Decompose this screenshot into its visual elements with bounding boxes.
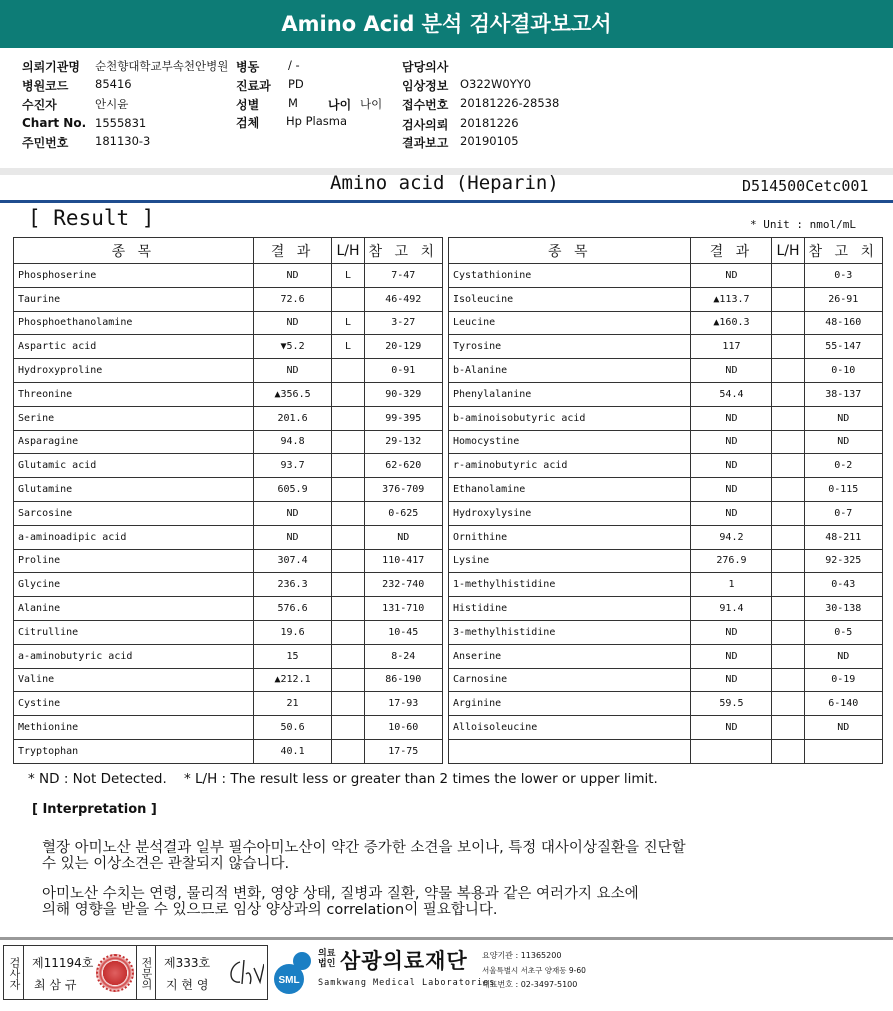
lh-flag xyxy=(772,668,804,692)
reference-range: 62-620 xyxy=(364,454,443,478)
amino-acid-name: Homocystine xyxy=(449,430,691,454)
specimen-label: 검체 xyxy=(236,116,260,130)
reference-range: 7-47 xyxy=(364,264,443,288)
reference-range: ND xyxy=(804,644,883,668)
amino-acid-name: b-Alanine xyxy=(449,359,691,383)
result-value: 40.1 xyxy=(253,739,332,763)
reference-range: 0-5 xyxy=(804,620,883,644)
table-row xyxy=(14,692,443,716)
reference-range: 29-132 xyxy=(364,430,443,454)
reference-range: 0-10 xyxy=(804,359,883,383)
signature-box xyxy=(3,945,268,1000)
sex-value: M xyxy=(288,96,298,110)
institution-label: 의뢰기관명 xyxy=(22,60,80,74)
reference-range: 30-138 xyxy=(804,597,883,621)
reference-range: 48-211 xyxy=(804,525,883,549)
reference-range: 92-325 xyxy=(804,549,883,573)
interpretation-line: 아미노산 수치는 연령, 물리적 변화, 영양 상태, 질병과 질환, 약물 복용과 같은 여러가지 요소에 xyxy=(42,886,639,902)
handwritten-signature xyxy=(226,956,264,990)
result-value: 117 xyxy=(691,335,772,359)
result-value: 21 xyxy=(253,692,332,716)
ward-value: / - xyxy=(288,58,300,72)
reference-range: 20-129 xyxy=(364,335,443,359)
table-row xyxy=(14,620,443,644)
lh-flag xyxy=(772,287,804,311)
amino-acid-name: Hydroxyproline xyxy=(14,359,254,383)
lh-flag xyxy=(332,692,364,716)
header-result: 결 과 xyxy=(253,238,332,264)
interpretation-paragraph-2 xyxy=(42,886,822,918)
lh-flag xyxy=(772,716,804,740)
reference-range: ND xyxy=(804,716,883,740)
organization-block xyxy=(272,945,602,1000)
assay-code: D514500Cetc001 xyxy=(742,177,869,195)
reference-range: 0-2 xyxy=(804,454,883,478)
result-value: 94.8 xyxy=(253,430,332,454)
lh-flag: L xyxy=(332,335,364,359)
amino-acid-name: Carnosine xyxy=(449,668,691,692)
amino-acid-name: Tryptophan xyxy=(14,739,254,763)
amino-acid-name: Ethanolamine xyxy=(449,478,691,502)
patient-info xyxy=(0,48,893,172)
reference-range: 0-91 xyxy=(364,359,443,383)
amino-acid-name: Citrulline xyxy=(14,620,254,644)
header-lh: L/H xyxy=(772,238,804,264)
org-type: 의료법인 xyxy=(318,949,336,969)
footer-rule xyxy=(0,937,893,940)
table-row xyxy=(449,501,883,525)
chart-value: 1555831 xyxy=(95,116,147,130)
amino-acid-name: Methionine xyxy=(14,716,254,740)
amino-acid-name: Valine xyxy=(14,668,254,692)
table-row xyxy=(14,335,443,359)
reference-range: ND xyxy=(804,430,883,454)
logo-text: SML xyxy=(278,975,300,986)
report-value: 20190105 xyxy=(460,134,519,148)
lh-flag xyxy=(332,597,364,621)
amino-acid-name: Aspartic acid xyxy=(14,335,254,359)
examiner-name: 최 삼 규 xyxy=(34,978,77,992)
table-row xyxy=(14,739,443,763)
amino-acid-name: Leucine xyxy=(449,311,691,335)
reference-range: ND xyxy=(364,525,443,549)
amino-acid-name: Proline xyxy=(14,549,254,573)
result-value: 15 xyxy=(253,644,332,668)
reference-range xyxy=(804,739,883,763)
interpretation-heading: [ Interpretation ] xyxy=(32,802,157,817)
table-row xyxy=(449,620,883,644)
result-value: 91.4 xyxy=(691,597,772,621)
table-row xyxy=(14,382,443,406)
amino-acid-name: Glycine xyxy=(14,573,254,597)
table-row xyxy=(14,430,443,454)
lh-flag xyxy=(332,668,364,692)
reference-range: 110-417 xyxy=(364,549,443,573)
amino-acid-name: a-aminoadipic acid xyxy=(14,525,254,549)
lh-flag xyxy=(332,287,364,311)
report-label: 결과보고 xyxy=(402,136,449,150)
recipient-value: 안시윤 xyxy=(95,97,129,111)
org-phone: 대표번호 : 02-3497-5100 xyxy=(482,980,578,989)
lh-flag xyxy=(332,739,364,763)
result-value: ND xyxy=(691,430,772,454)
lh-flag xyxy=(772,430,804,454)
amino-acid-name: Isoleucine xyxy=(449,287,691,311)
result-value: 93.7 xyxy=(253,454,332,478)
amino-acid-name: Taurine xyxy=(14,287,254,311)
table-row xyxy=(449,311,883,335)
table-row xyxy=(14,716,443,740)
interpretation-line: 수 있는 이상소견은 관찰되지 않습니다. xyxy=(42,856,290,872)
lh-flag xyxy=(772,335,804,359)
reference-range: 48-160 xyxy=(804,311,883,335)
lh-flag xyxy=(772,597,804,621)
table-row xyxy=(14,501,443,525)
reference-range: 17-93 xyxy=(364,692,443,716)
result-value: ▲356.5 xyxy=(253,382,332,406)
receipt-label: 접수번호 xyxy=(402,98,449,112)
table-row xyxy=(449,478,883,502)
result-value xyxy=(691,739,772,763)
result-value: 307.4 xyxy=(253,549,332,573)
result-value: ND xyxy=(691,264,772,288)
lh-flag xyxy=(772,739,804,763)
table-row xyxy=(449,644,883,668)
result-value: ND xyxy=(253,359,332,383)
result-value: ND xyxy=(691,501,772,525)
age-value: 나이 xyxy=(360,97,383,111)
lh-flag xyxy=(772,478,804,502)
result-value: ND xyxy=(253,311,332,335)
examiner-label: 검사자 xyxy=(4,946,24,999)
result-heading: [ Result ] xyxy=(28,206,155,230)
results-table-right xyxy=(448,237,883,764)
amino-acid-name: Sarcosine xyxy=(14,501,254,525)
reference-range: 46-492 xyxy=(364,287,443,311)
table-row xyxy=(449,597,883,621)
table-row xyxy=(449,668,883,692)
reference-range: 0-19 xyxy=(804,668,883,692)
table-row xyxy=(14,549,443,573)
reference-range: 376-709 xyxy=(364,478,443,502)
reference-range: 86-190 xyxy=(364,668,443,692)
sex-label: 성별 xyxy=(236,98,260,112)
table-row xyxy=(14,287,443,311)
lh-flag xyxy=(772,454,804,478)
amino-acid-name: Lysine xyxy=(449,549,691,573)
amino-acid-name: r-aminobutyric acid xyxy=(449,454,691,478)
specialist-number: 제333호 xyxy=(164,956,211,970)
result-value: 576.6 xyxy=(253,597,332,621)
receipt-value: 20181226-28538 xyxy=(460,96,560,110)
footnotes: * ND : Not Detected. * L/H : The result less or greater than 2 times the lower or upper limit. xyxy=(28,771,658,787)
result-value: ND xyxy=(691,620,772,644)
table-row xyxy=(14,573,443,597)
amino-acid-name: Alanine xyxy=(14,597,254,621)
result-value: ND xyxy=(253,501,332,525)
reference-range: 3-27 xyxy=(364,311,443,335)
assay-title: Amino acid (Heparin) xyxy=(330,172,559,194)
org-name-en: Samkwang Medical Laboratories xyxy=(318,978,496,988)
reference-range: 17-75 xyxy=(364,739,443,763)
header-ref: 참 고 치 xyxy=(364,238,443,264)
lh-flag xyxy=(332,454,364,478)
institution-value: 순천향대학교부속천안병원 xyxy=(95,59,229,73)
lh-flag xyxy=(772,573,804,597)
table-row xyxy=(449,454,883,478)
org-name: 삼광의료재단 xyxy=(340,949,468,973)
lh-flag xyxy=(772,549,804,573)
result-value: 72.6 xyxy=(253,287,332,311)
ward-label: 병동 xyxy=(236,60,260,74)
table-row xyxy=(14,406,443,430)
result-value: ND xyxy=(691,454,772,478)
lh-flag xyxy=(332,501,364,525)
table-row xyxy=(14,264,443,288)
lh-flag xyxy=(772,359,804,383)
dept-label: 진료과 xyxy=(236,79,271,93)
result-value: ND xyxy=(691,406,772,430)
lh-flag xyxy=(332,406,364,430)
result-value: ND xyxy=(691,644,772,668)
table-row xyxy=(449,549,883,573)
amino-acid-name xyxy=(449,739,691,763)
result-value: 605.9 xyxy=(253,478,332,502)
request-label: 검사의뢰 xyxy=(402,118,449,132)
dept-value: PD xyxy=(288,77,304,91)
result-value: ▲212.1 xyxy=(253,668,332,692)
results-table-left xyxy=(13,237,443,764)
result-value: ND xyxy=(691,478,772,502)
amino-acid-name: Hydroxylysine xyxy=(449,501,691,525)
lh-flag xyxy=(332,620,364,644)
header-item: 종 목 xyxy=(449,238,691,264)
blue-rule xyxy=(0,200,893,203)
reg-label: 주민번호 xyxy=(22,136,69,150)
amino-acid-name: 1-methylhistidine xyxy=(449,573,691,597)
table-row xyxy=(449,739,883,763)
specialist-label: 전문의 xyxy=(136,946,156,999)
table-row xyxy=(449,406,883,430)
table-row xyxy=(14,359,443,383)
amino-acid-name: Tyrosine xyxy=(449,335,691,359)
amino-acid-name: Glutamine xyxy=(14,478,254,502)
result-value: 236.3 xyxy=(253,573,332,597)
amino-acid-name: Arginine xyxy=(449,692,691,716)
reference-range: ND xyxy=(804,406,883,430)
clinical-value: O322W0YY0 xyxy=(460,77,532,91)
table-row xyxy=(449,335,883,359)
amino-acid-name: Asparagine xyxy=(14,430,254,454)
chart-label: Chart No. xyxy=(22,116,87,130)
table-row xyxy=(449,716,883,740)
reference-range: 99-395 xyxy=(364,406,443,430)
result-value: ND xyxy=(253,264,332,288)
amino-acid-name: b-aminoisobutyric acid xyxy=(449,406,691,430)
result-value: ND xyxy=(253,525,332,549)
result-value: ND xyxy=(691,668,772,692)
hospital-code-label: 병원코드 xyxy=(22,79,69,93)
header-item: 종 목 xyxy=(14,238,254,264)
lh-flag xyxy=(332,525,364,549)
table-row xyxy=(449,430,883,454)
recipient-label: 수진자 xyxy=(22,98,57,112)
result-value: 59.5 xyxy=(691,692,772,716)
amino-acid-name: Ornithine xyxy=(449,525,691,549)
reference-range: 10-60 xyxy=(364,716,443,740)
specialist-name: 지 현 영 xyxy=(166,978,209,992)
result-value: ▲113.7 xyxy=(691,287,772,311)
reference-range: 0-43 xyxy=(804,573,883,597)
amino-acid-name: Threonine xyxy=(14,382,254,406)
lh-flag xyxy=(772,264,804,288)
lh-flag xyxy=(772,620,804,644)
lh-flag xyxy=(332,716,364,740)
lh-flag xyxy=(332,478,364,502)
amino-acid-name: Phosphoserine xyxy=(14,264,254,288)
lh-flag xyxy=(772,644,804,668)
org-registration: 요양기관 : 11365200 xyxy=(482,951,562,960)
amino-acid-name: 3-methylhistidine xyxy=(449,620,691,644)
amino-acid-name: Anserine xyxy=(449,644,691,668)
reference-range: 0-7 xyxy=(804,501,883,525)
doctor-label: 담당의사 xyxy=(402,60,449,74)
result-value: 276.9 xyxy=(691,549,772,573)
result-value: ▼5.2 xyxy=(253,335,332,359)
result-value: 94.2 xyxy=(691,525,772,549)
age-label: 나이 xyxy=(328,98,352,112)
reference-range: 0-115 xyxy=(804,478,883,502)
header-lh: L/H xyxy=(332,238,364,264)
amino-acid-name: Serine xyxy=(14,406,254,430)
table-row xyxy=(14,644,443,668)
lh-flag xyxy=(772,382,804,406)
reference-range: 10-45 xyxy=(364,620,443,644)
table-row xyxy=(449,525,883,549)
reference-range: 0-625 xyxy=(364,501,443,525)
sml-logo-icon xyxy=(272,949,316,997)
table-row xyxy=(449,382,883,406)
interpretation-line: 의해 영향을 받을 수 있으므로 임상 양상과의 correlation이 필요합니다. xyxy=(42,902,498,918)
reference-range: 232-740 xyxy=(364,573,443,597)
table-row xyxy=(14,668,443,692)
unit-note: * Unit : nmol/mL xyxy=(750,218,856,231)
seal-stamp xyxy=(96,954,134,992)
clinical-label: 임상정보 xyxy=(402,79,449,93)
report-title: Amino Acid 분석 검사결과보고서 xyxy=(0,0,893,48)
reference-range: 0-3 xyxy=(804,264,883,288)
lh-flag xyxy=(332,549,364,573)
header-ref: 참 고 치 xyxy=(804,238,883,264)
reference-range: 131-710 xyxy=(364,597,443,621)
lh-flag xyxy=(772,406,804,430)
table-row xyxy=(449,573,883,597)
table-row xyxy=(449,264,883,288)
lh-flag: L xyxy=(332,311,364,335)
lh-flag xyxy=(332,573,364,597)
amino-acid-name: Phenylalanine xyxy=(449,382,691,406)
table-row xyxy=(14,597,443,621)
lh-flag xyxy=(332,644,364,668)
examiner-number: 제11194호 xyxy=(32,956,94,970)
amino-acid-name: Histidine xyxy=(449,597,691,621)
table-row xyxy=(14,311,443,335)
interpretation-line: 혈장 아미노산 분석결과 일부 필수아미노산이 약간 증가한 소견을 보이나, 특정 대사이상질환을 진단할 xyxy=(42,840,686,856)
org-address: 서울특별시 서초구 양재동 9-60 xyxy=(482,966,586,975)
header-result: 결 과 xyxy=(691,238,772,264)
reference-range: 38-137 xyxy=(804,382,883,406)
lh-flag xyxy=(772,525,804,549)
amino-acid-name: Phosphoethanolamine xyxy=(14,311,254,335)
table-row xyxy=(14,454,443,478)
lh-flag xyxy=(332,382,364,406)
amino-acid-name: Cystine xyxy=(14,692,254,716)
amino-acid-name: Alloisoleucine xyxy=(449,716,691,740)
reference-range: 6-140 xyxy=(804,692,883,716)
table-row xyxy=(14,525,443,549)
result-value: 201.6 xyxy=(253,406,332,430)
result-value: ND xyxy=(691,359,772,383)
request-value: 20181226 xyxy=(460,116,519,130)
lh-flag xyxy=(772,501,804,525)
table-row xyxy=(449,359,883,383)
amino-acid-name: a-aminobutyric acid xyxy=(14,644,254,668)
reference-range: 55-147 xyxy=(804,335,883,359)
result-value: ▲160.3 xyxy=(691,311,772,335)
reference-range: 8-24 xyxy=(364,644,443,668)
amino-acid-name: Cystathionine xyxy=(449,264,691,288)
table-row xyxy=(449,287,883,311)
result-value: 19.6 xyxy=(253,620,332,644)
amino-acid-name: Glutamic acid xyxy=(14,454,254,478)
lh-flag xyxy=(332,359,364,383)
result-value: 1 xyxy=(691,573,772,597)
lh-flag xyxy=(772,692,804,716)
reference-range: 26-91 xyxy=(804,287,883,311)
lh-flag xyxy=(332,430,364,454)
lh-flag: L xyxy=(332,264,364,288)
result-value: 54.4 xyxy=(691,382,772,406)
reg-value: 181130-3 xyxy=(95,134,151,148)
lh-flag xyxy=(772,311,804,335)
hospital-code-value: 85416 xyxy=(95,77,132,91)
specimen-value: Hp Plasma xyxy=(286,114,348,128)
table-row xyxy=(449,692,883,716)
table-row xyxy=(14,478,443,502)
reference-range: 90-329 xyxy=(364,382,443,406)
result-value: 50.6 xyxy=(253,716,332,740)
result-value: ND xyxy=(691,716,772,740)
interpretation-paragraph-1 xyxy=(42,840,822,872)
